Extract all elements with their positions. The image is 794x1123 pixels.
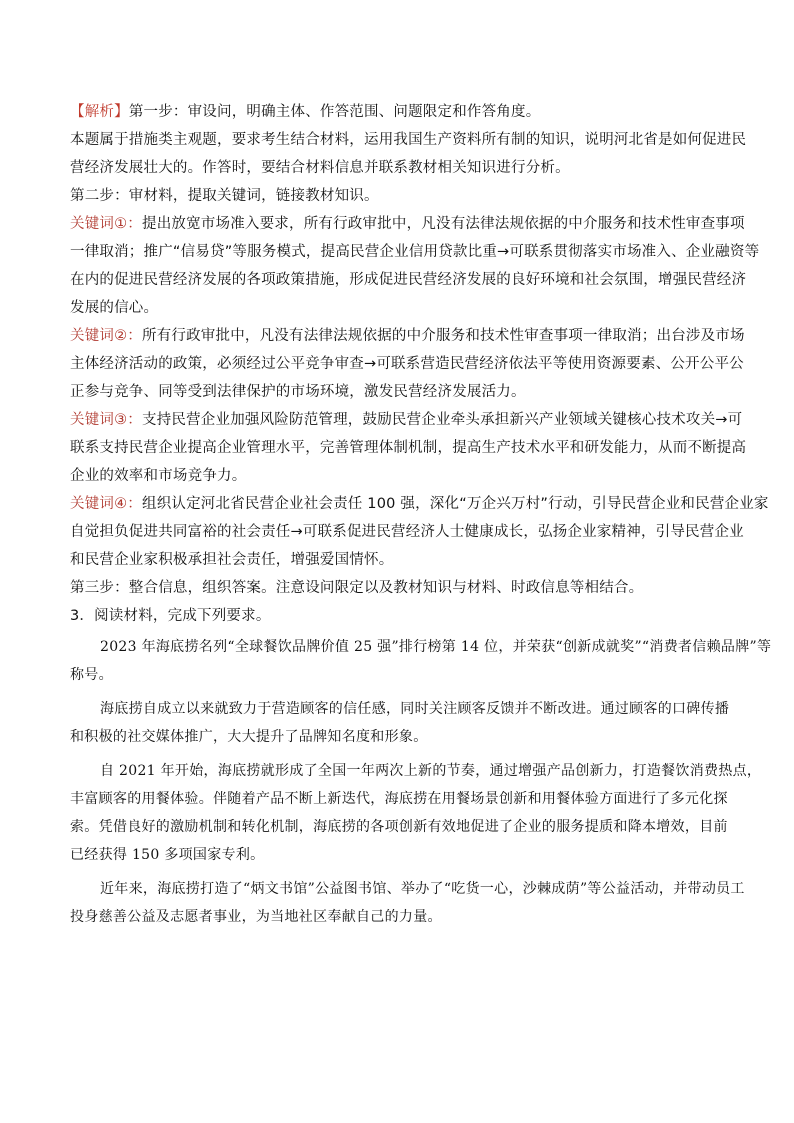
- keyword-4-line: [70, 490, 769, 518]
- keyword-2-label: 关键词②：: [70, 328, 142, 344]
- keyword-1-line: 一律取消；推广“信易贷”等服务模式，提高民营企业信用贷款比重→可联系贯彻落实市场准入、企业融资等: [70, 244, 760, 260]
- passage-line: 海底捞自成立以来就致力于营造顾客的信任感，同时关注顾客反馈并不断改进。通过顾客的口碑传播: [100, 701, 730, 717]
- passage-line: 索。凭借良好的激励机制和转化机制，海底捞的各项创新有效地促进了企业的服务提质和降本增效，目前: [70, 819, 728, 835]
- keyword-4-label: 关键词④：: [70, 496, 142, 512]
- passage-line: 投身慈善公益及志愿者事业，为当地社区奉献自己的力量。: [70, 909, 442, 925]
- analysis-header-label: 【解析】: [70, 104, 129, 120]
- analysis-intro-line: 营经济发展壮大的。作答时，要结合材料信息并联系教材相关知识进行分析。: [70, 160, 570, 176]
- reading-passage: [70, 633, 772, 931]
- keyword-2-line: 主体经济活动的政策，必须经过公平竞争审查→可联系营造民营经济依法平等使用资源要素、公开公平公: [70, 356, 744, 372]
- keyword-3-line: 企业的效率和市场竞争力。: [70, 468, 247, 484]
- keyword-3-text: 支持民营企业加强风险防范管理，鼓励民营企业牵头承担新兴产业领域关键核心技术攻关→可: [142, 412, 743, 428]
- analysis-step1-text: 第一步：审设问，明确主体、作答范围、问题限定和作答角度。: [128, 104, 541, 120]
- keyword-1-label: 关键词①：: [70, 216, 142, 232]
- keyword-4-line: 和民营企业家积极承担社会责任，增强爱国情怀。: [70, 552, 394, 568]
- analysis-step2: 第二步：审材料，提取关键词，链接教材知识。: [70, 188, 379, 204]
- keyword-3-line: 联系支持民营企业提高企业管理水平，完善管理体制机制，提高生产技术水平和研发能力，从而不断提高: [70, 440, 747, 456]
- analysis-intro-line: 本题属于措施类主观题，要求考生结合材料，运用我国生产资料所有制的知识，说明河北省是如何促进民: [70, 132, 747, 148]
- passage-line: 丰富顾客的用餐体验。伴随着产品不断上新迭代，海底捞在用餐场景创新和用餐体验方面进行了多元化探: [70, 791, 728, 807]
- document-content: [70, 98, 772, 931]
- keyword-1-line: 发展的信心。: [70, 300, 159, 316]
- analysis-step1-line: [70, 98, 726, 126]
- keyword-4-line: 自觉担负促进共同富裕的社会责任→可联系促进民营经济人士健康成长，弘扬企业家精神，引导民营企业: [70, 524, 744, 540]
- passage-line: 自 2021 年开始，海底捞就形成了全国一年两次上新的节奏，通过增强产品创新力，打造餐饮消费热点，: [100, 763, 762, 779]
- passage-line: 和积极的社交媒体推广，大大提升了品牌知名度和形象。: [70, 729, 428, 745]
- keyword-2-line: [70, 322, 745, 350]
- question-number: 3．阅读材料，完成下列要求。: [70, 608, 271, 624]
- keyword-1-text: 提出放宽市场准入要求，所有行政审批中，凡没有法律法规依据的中介服务和技术性审查事项: [142, 216, 745, 232]
- keyword-1-line: 在内的促进民营经济发展的各项政策措施，形成促进民营经济发展的良好环境和社会氛围，增强民营经济: [70, 272, 747, 288]
- passage-line: 2023 年海底捞名列“全球餐饮品牌价值 25 强”排行榜第 14 位，并荣获“创新成就奖”“消费者信赖品牌”等: [100, 639, 772, 655]
- keyword-3-line: [70, 406, 743, 434]
- passage-line: 近年来，海底捞打造了“炳文书馆”公益图书馆、举办了“吃货一心，沙棘成荫”等公益活动，并带动员工: [100, 881, 745, 897]
- passage-line: 称号。: [70, 667, 113, 683]
- keyword-2-text: 所有行政审批中，凡没有法律法规依据的中介服务和技术性审查事项一律取消；出台涉及市场: [142, 328, 745, 344]
- keyword-1-line: [70, 210, 745, 238]
- keyword-2-line: 正参与竞争、同等受到法律保护的市场环境，激发民营经济发展活力。: [70, 384, 526, 400]
- keyword-3-label: 关键词③：: [70, 412, 142, 428]
- keyword-4-text: 组织认定河北省民营企业社会责任 100 强，深化“万企兴万村”行动，引导民营企业和民营企业家: [142, 496, 769, 512]
- passage-line: 已经获得 150 多项国家专利。: [70, 847, 265, 863]
- analysis-step3: 第三步：整合信息，组织答案。注意设问限定以及教材知识与材料、时政信息等相结合。: [70, 580, 644, 596]
